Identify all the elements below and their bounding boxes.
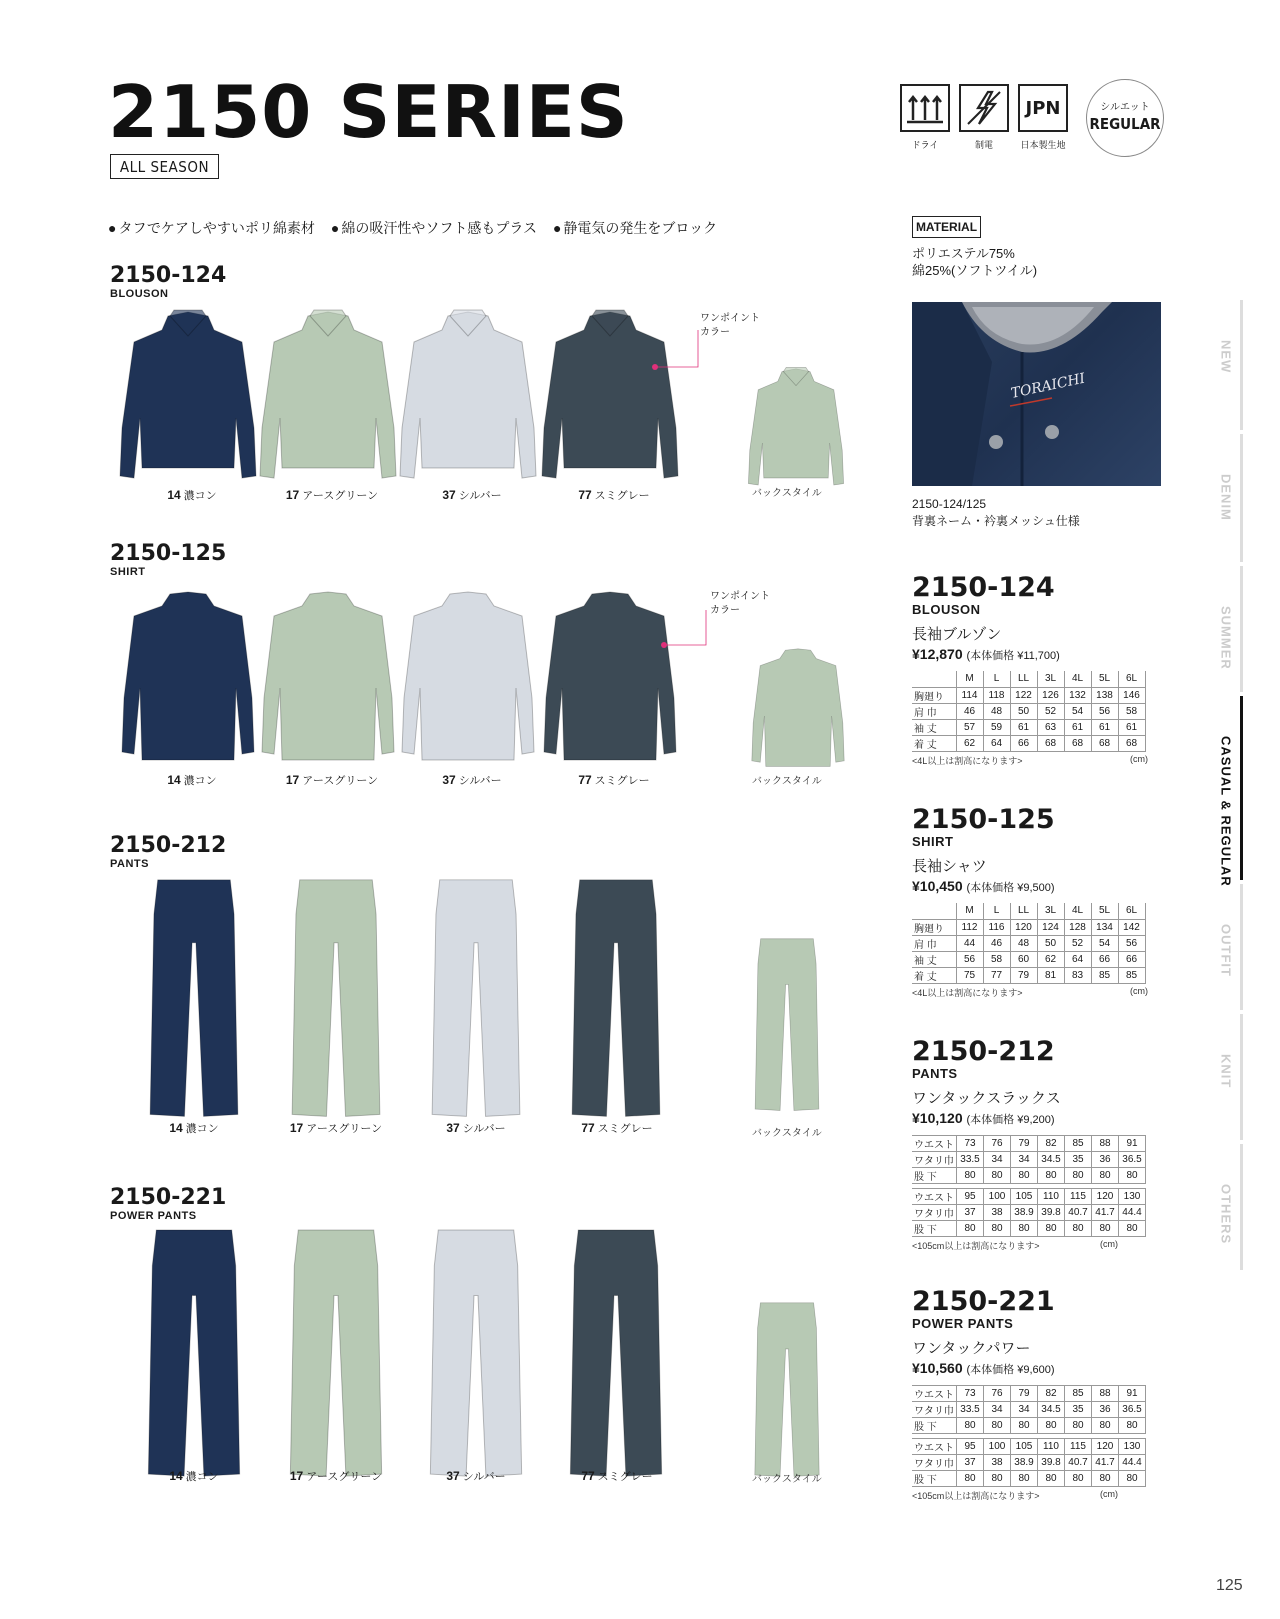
table-row: 肩 巾 46 48 50 52 54 56 58	[912, 703, 1145, 719]
tab-bar	[1240, 1144, 1243, 1270]
season-badge: ALL SEASON	[110, 154, 219, 179]
dry-feature: ドライ	[900, 84, 950, 151]
table-row: ワタリ巾 33.5 34 34 34.5 35 36 36.5	[912, 1152, 1146, 1168]
garment-125-14	[122, 592, 254, 760]
garment-212-back	[755, 939, 819, 1111]
color-caption: 17 アースグリーン	[285, 488, 379, 502]
garment-212-17	[292, 880, 380, 1117]
color-caption: 14 濃コン	[167, 488, 217, 502]
feature-item: ● 静電気の発生をブロック	[553, 218, 717, 238]
spec-125: 2150-125 SHIRT 長袖シャツ ¥10,450 (本体価格 ¥9,500) M L LL 3L 4L 5L 6L 胸廻り 112 116 120 124 128 134 142 肩 巾 44 46 48 50 52 54 56 袖 丈 56 58 60 62 64 66 66 着 丈 75 77 79 81 83 85 85 <4L以上は割高になります> (cm)	[912, 804, 1148, 998]
table-row: 股 下 80 80 80 80 80 80 80	[912, 1471, 1146, 1487]
back-style-caption: バックスタイル	[752, 1474, 822, 1485]
table-row: ワタリ巾 37 38 38.9 39.8 40.7 41.7 44.4	[912, 1455, 1146, 1471]
table-row: M L LL 3L 4L 5L 6L	[912, 671, 1145, 687]
collar-detail-photo	[912, 302, 1161, 486]
back-style-caption: バックスタイル	[752, 488, 822, 499]
onepoint-label: ワンポイント カラー	[710, 591, 770, 616]
table-row: ウエスト 95 100 105 110 115 120 130	[912, 1439, 1146, 1455]
antistatic-feature: 制電	[959, 84, 1009, 151]
feature-item: ● タフでケアしやすいポリ綿素材	[108, 218, 315, 238]
color-caption: 37 シルバー	[446, 1469, 506, 1483]
table-row: 袖 丈 57 59 61 63 61 61 61	[912, 719, 1145, 735]
color-caption: 77 スミグレー	[578, 773, 650, 787]
page-number: 125	[1216, 1577, 1243, 1594]
table-row: ウエスト 73 76 79 82 85 88 91	[912, 1136, 1146, 1152]
material-text: ポリエステル75% 綿25%(ソフトツイル)	[912, 246, 1038, 278]
garment-124-back	[748, 367, 843, 485]
tab-casual-regular[interactable]: CASUAL & REGULAR	[1218, 736, 1234, 887]
size-table	[912, 903, 1146, 984]
tab-bar	[1240, 300, 1243, 430]
tab-bar	[1240, 696, 1243, 880]
table-row: 着 丈 62 64 66 68 68 68 68	[912, 735, 1145, 751]
garment-124-77	[542, 310, 678, 478]
tab-bar	[1240, 566, 1243, 692]
tab-bar	[1240, 434, 1243, 562]
garment-221-17	[290, 1230, 381, 1476]
garment-221-37	[430, 1230, 521, 1476]
tab-new[interactable]: NEW	[1218, 340, 1234, 374]
garment-125-77	[544, 592, 676, 760]
color-caption: 17 アースグリーン	[289, 1469, 383, 1483]
jpn-icon: JPN	[1018, 84, 1068, 132]
table-row: ワタリ巾 37 38 38.9 39.8 40.7 41.7 44.4	[912, 1205, 1146, 1221]
garment-221-back	[755, 1303, 819, 1477]
feature-item: ● 綿の吸汗性やソフト感もプラス	[331, 218, 537, 238]
table-row: ワタリ巾 33.5 34 34 34.5 35 36 36.5	[912, 1402, 1146, 1418]
section-heading-221: 2150-221 POWER PANTS	[110, 1185, 227, 1222]
size-table	[912, 671, 1146, 752]
garment-124-14	[120, 310, 256, 478]
jpn-feature: JPN 日本製生地	[1018, 84, 1068, 151]
tab-others[interactable]: OTHERS	[1218, 1184, 1234, 1245]
tab-knit[interactable]: KNIT	[1218, 1054, 1234, 1089]
garment-212-14	[150, 880, 238, 1117]
table-row: 股 下 80 80 80 80 80 80 80	[912, 1168, 1146, 1184]
tab-denim[interactable]: DENIM	[1218, 474, 1234, 521]
garment-221-14	[148, 1230, 239, 1476]
table-row: ウエスト 95 100 105 110 115 120 130	[912, 1189, 1146, 1205]
spec-124: 2150-124 BLOUSON 長袖ブルゾン ¥12,870 (本体価格 ¥11,700) M L LL 3L 4L 5L 6L 胸廻り 114 118 122 126 132 138 146 肩 巾 46 48 50 52 54 56 58 袖 丈 57 59 61 63 61 61 61 着 丈 62 64 66 68 68 68 68 <4L以上は割高になります> (cm)	[912, 572, 1148, 766]
tab-summer[interactable]: SUMMER	[1218, 606, 1234, 670]
color-caption: 14 濃コン	[169, 1121, 219, 1135]
garment-124-37	[400, 310, 536, 478]
size-table	[912, 1385, 1146, 1434]
garment-212-37	[432, 880, 520, 1117]
onepoint-label: ワンポイント カラー	[700, 313, 760, 338]
silhouette-badge: シルエット REGULAR	[1086, 79, 1164, 157]
section-heading-212: 2150-212 PANTS	[110, 833, 227, 870]
table-row: 股 下 80 80 80 80 80 80 80	[912, 1418, 1146, 1434]
garment-124-17	[260, 310, 396, 478]
antistatic-icon	[959, 84, 1009, 132]
color-caption: 14 濃コン	[167, 773, 217, 787]
garment-221-77	[570, 1230, 661, 1476]
spec-212: 2150-212 PANTS ワンタックスラックス ¥10,120 (本体価格 ¥9,200) ウエスト 73 76 79 82 85 88 91 ワタリ巾 33.5 34 34 34.5 35 36 36.5 股 下 80 80 80 80 80 80 80 ウエスト 95 100 105 110 115 120 130 ワタリ巾 37 38 38.9 39.8 40.7 41.7 44.4 股 下 80 80 80 80 80 80 80 <105cm以上は割高になります> (cm)	[912, 1038, 1146, 1252]
garment-125-back	[752, 649, 844, 767]
table-row: M L LL 3L 4L 5L 6L	[912, 903, 1145, 919]
garment-125-17	[262, 592, 394, 760]
tab-bar	[1240, 884, 1243, 1010]
color-caption: 17 アースグリーン	[285, 773, 379, 787]
section-heading-125: 2150-125 SHIRT	[110, 541, 227, 578]
spec-221: 2150-221 POWER PANTS ワンタックパワー ¥10,560 (本体価格 ¥9,600) ウエスト 73 76 79 82 85 88 91 ワタリ巾 33.5 34 34 34.5 35 36 36.5 股 下 80 80 80 80 80 80 80 ウエスト 95 100 105 110 115 120 130 ワタリ巾 37 38 38.9 39.8 40.7 41.7 44.4 股 下 80 80 80 80 80 80 80 <105cm以上は割高になります> (cm)	[912, 1288, 1146, 1502]
page-title: 2150 SERIES	[108, 70, 629, 154]
color-caption: 37 シルバー	[446, 1121, 506, 1135]
photo-caption: 2150-124/125 背裏ネーム・衿裏メッシュ仕様	[912, 497, 1080, 528]
table-row: 着 丈 75 77 79 81 83 85 85	[912, 967, 1145, 983]
back-style-caption: バックスタイル	[752, 776, 822, 787]
table-row: 肩 巾 44 46 48 50 52 54 56	[912, 935, 1145, 951]
table-row: 股 下 80 80 80 80 80 80 80	[912, 1221, 1146, 1237]
table-row: 胸廻り 114 118 122 126 132 138 146	[912, 687, 1145, 703]
color-caption: 77 スミグレー	[581, 1121, 653, 1135]
table-row: 胸廻り 112 116 120 124 128 134 142	[912, 919, 1145, 935]
color-caption: 77 スミグレー	[581, 1469, 653, 1483]
back-style-caption: バックスタイル	[752, 1128, 822, 1139]
tab-outfit[interactable]: OUTFIT	[1218, 924, 1234, 977]
size-table	[912, 1438, 1146, 1487]
table-row: 袖 丈 56 58 60 62 64 66 66	[912, 951, 1145, 967]
color-caption: 17 アースグリーン	[289, 1121, 383, 1135]
color-caption: 14 濃コン	[169, 1469, 219, 1483]
garment-212-77	[572, 880, 660, 1117]
garment-125-37	[402, 592, 534, 760]
table-row: ウエスト 73 76 79 82 85 88 91	[912, 1386, 1146, 1402]
tab-bar	[1240, 1014, 1243, 1140]
material-tag: MATERIAL	[912, 216, 981, 238]
brand-label: TORAICHI	[1009, 370, 1087, 402]
section-heading-124: 2150-124 BLOUSON	[110, 263, 227, 300]
size-table	[912, 1135, 1146, 1184]
size-table	[912, 1188, 1146, 1237]
color-caption: 37 シルバー	[442, 488, 502, 502]
dry-icon	[900, 84, 950, 132]
color-caption: 37 シルバー	[442, 773, 502, 787]
color-caption: 77 スミグレー	[578, 488, 650, 502]
